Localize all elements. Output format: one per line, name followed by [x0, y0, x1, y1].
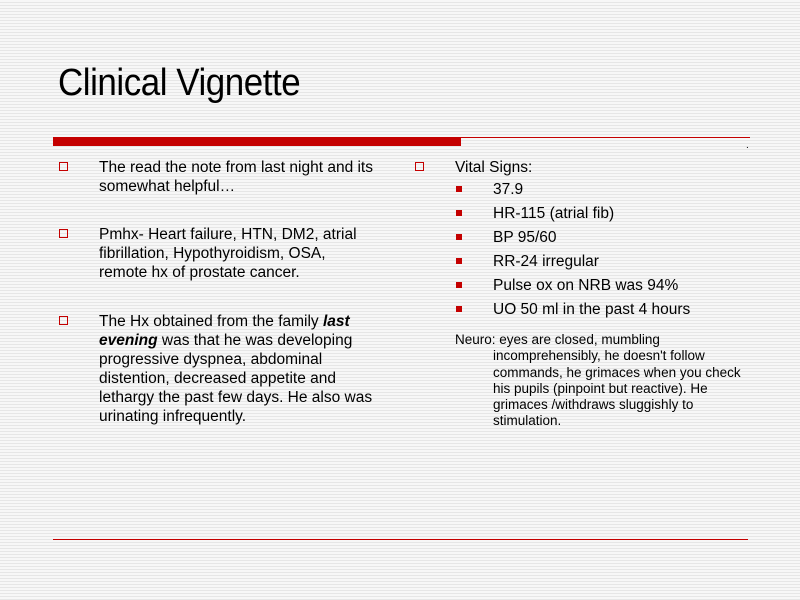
vital-item — [414, 250, 754, 274]
vital-item — [414, 202, 754, 226]
vital-text: Pulse ox on NRB was 94% — [493, 277, 679, 294]
vitals-heading-item — [414, 158, 754, 177]
hollow-square-bullet-icon — [59, 229, 68, 238]
bullet-text: The read the note from last night and its somewhat helpful… — [99, 159, 373, 195]
vital-item — [414, 274, 754, 298]
neuro-paragraph: Neuro: eyes are closed, mumbling incomprehensibly, he doesn't follow commands, he grimaces when you check his pupils (pinpoint but reactive). He grimaces /withdraws sluggishly to stimulation. — [455, 332, 741, 429]
filled-square-bullet-icon — [456, 186, 462, 192]
vital-text: BP 95/60 — [493, 229, 557, 246]
bullet-text-emphasis: last evening — [99, 313, 350, 349]
vital-item — [414, 178, 754, 202]
vital-text: HR-115 (atrial fib) — [493, 205, 615, 222]
title-underline-line — [461, 137, 750, 138]
underline-dot: . — [746, 140, 749, 151]
bullet-item — [58, 225, 378, 282]
vital-text: UO 50 ml in the past 4 hours — [493, 301, 691, 318]
bullet-text: Pmhx- Heart failure, HTN, DM2, atrial fibrillation, Hypothyroidism, OSA, remote hx of prostate cancer. — [99, 226, 357, 281]
filled-square-bullet-icon — [456, 306, 462, 312]
right-column — [414, 158, 754, 430]
filled-square-bullet-icon — [456, 234, 462, 240]
vital-item — [414, 226, 754, 250]
hollow-square-bullet-icon — [59, 316, 68, 325]
vitals-heading: Vital Signs: — [455, 159, 533, 176]
title-underline-bar — [53, 137, 461, 146]
vital-text: 37.9 — [493, 181, 524, 198]
bullet-text-after: was that he was developing progressive dyspnea, abdominal distention, decreased appetite and lethargy the past few days. He also was urinating infrequently. — [99, 332, 373, 425]
vital-item — [414, 298, 754, 322]
filled-square-bullet-icon — [456, 210, 462, 216]
slide-title: Clinical Vignette — [58, 62, 301, 104]
filled-square-bullet-icon — [456, 282, 462, 288]
bullet-item — [58, 158, 378, 196]
bullet-text-before: The Hx obtained from the family — [99, 313, 323, 330]
filled-square-bullet-icon — [456, 258, 462, 264]
vitals-list — [414, 178, 754, 322]
footer-line — [53, 539, 748, 540]
left-column — [58, 158, 378, 426]
vital-text: RR-24 irregular — [493, 253, 599, 270]
hollow-square-bullet-icon — [415, 162, 424, 171]
bullet-item — [58, 312, 378, 426]
hollow-square-bullet-icon — [59, 162, 68, 171]
